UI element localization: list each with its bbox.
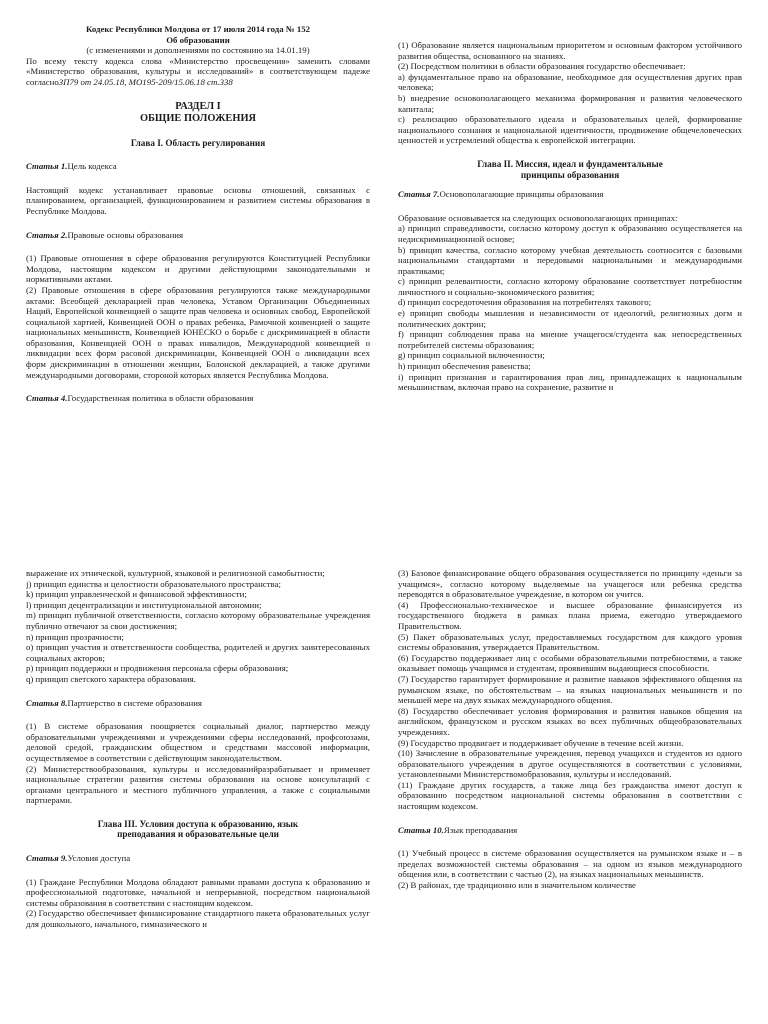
article-10-label: Статья 10. — [398, 824, 444, 835]
article-7-item: p) принцип поддержки и продвижения персонала сферы образования; — [26, 663, 289, 674]
article-9-paragraph-1: (1) Граждане Республики Молдова обладают равными правами доступа к образованию и профессиональной подготовке, начальной и непрерывной, посредством национальной системы образования в соответствии с настоящим кодексом. — [26, 876, 370, 908]
article-7-item: m) принцип публичной ответственности, согласно которому образовательные учреждения публично отвечают за свои достижения; — [26, 610, 370, 631]
article-1-text: Настоящий кодекс устанавливает правовые основы отношений, связанных с планированием, организацией, функционированием и развитием системы образования в Республике Молдова. — [26, 184, 370, 216]
article-7-item: h) принцип обеспечения равенства; — [398, 361, 531, 372]
document-subtitle: Об образовании — [166, 34, 230, 45]
article-7-item: l) принцип децентрализации и институциональной автономии; — [26, 599, 262, 610]
article-7-item: k) принцип управленческой и финансовой эффективности; — [26, 589, 247, 600]
article-7-item: g) принцип социальной включенности; — [398, 350, 545, 361]
replace-note — [26, 56, 370, 88]
article-7-item: a) принцип справедливости, согласно которому доступ к образованию осуществляется на недискриминационной основе; — [398, 223, 742, 244]
section-number: РАЗДЕЛ I — [175, 100, 221, 112]
article-9-paragraph-9: (9) Государство продвигает и поддерживает обучение в течение всей жизни. — [398, 737, 684, 748]
replace-note-ref: ЗП79 от 24.05.18, МО195-209/15.06.18 ст.338 — [58, 76, 233, 87]
column-bottom-right — [398, 568, 742, 1024]
article-7-item: d) принцип сосредоточения образования на потребителях такового; — [398, 297, 652, 308]
article-2-heading — [26, 230, 370, 241]
article-7-item: n) принцип прозрачности; — [26, 631, 124, 642]
chapter-3-heading-line-1: Глава III. Условия доступа к образованию, язык — [97, 818, 299, 829]
article-7-heading — [398, 189, 742, 200]
chapter-2-heading-line-2: принципы образования — [520, 169, 620, 180]
section-title: ОБЩИЕ ПОЛОЖЕНИЯ — [139, 112, 257, 124]
article-7-item: c) принцип релевантности, согласно которому образование соответствует потребностям личностного и социально-экономического развития; — [398, 276, 742, 297]
column-bottom-left — [26, 568, 370, 1024]
article-4-title: Государственная политика в области образования — [67, 393, 254, 404]
article-8-label: Статья 8. — [26, 697, 68, 708]
article-9-paragraph-8: (8) Государство обеспечивает условия формирования и развития навыков общения на английском, французском и русском языках во всех публичных общеобразовательных учреждениях. — [398, 705, 742, 737]
article-1-label: Статья 1. — [26, 161, 68, 172]
article-8-paragraph-1: (1) В системе образования поощряется социальный диалог, партнерство между образовательными учреждениями и учреждениями сферы исследований, профсоюзами, деловой средой, гражданским обществом и средствами массовой информации, осуществляемое в соответствии с действующим законодательством. — [26, 721, 370, 763]
replace-note-text: По всему тексту кодекса слова «Министерство просвещения» заменить словами «Министерство образования, культуры и исследований» в соответствующем падеже согласно — [26, 55, 370, 87]
article-2-paragraph-1: (1) Правовые отношения в сфере образования регулируются Конституцией Республики Молдова, настоящим кодексом и другими действующими законодательными и нормативными актами. — [26, 253, 370, 285]
article-9-paragraph-6: (6) Государство поддерживает лиц с особыми образовательными потребностями, а также оказывает помощь учащимся и студентам, проявившим выдающиеся способности. — [398, 652, 742, 674]
column-top-left — [26, 24, 370, 532]
article-2-title: Правовые основы образования — [67, 229, 184, 240]
article-7-item: e) принцип свободы мышления и независимости от идеологий, религиозных догм и политических доктрин; — [398, 308, 742, 329]
article-10-heading — [398, 825, 742, 836]
article-9-paragraph-5: (5) Пакет образовательных услуг, предоставляемых государством для каждого уровня системы образования, утверждается Правительством. — [398, 631, 742, 653]
amendments-note: (с изменениями и дополнениями по состоянию на 14.01.19) — [86, 45, 310, 56]
article-4-label: Статья 4. — [26, 393, 68, 404]
article-2-paragraph-2: (2) Правовые отношения в сфере образования регулируются также международными актами: Всеобщей декларацией прав человека, Уставом Организации Объединенных Наций, Европейской конвенцией о защите прав человека и основных свобод, Европейской социальной хартией, Конвенцией ООН о правах ребенка, Рамочной конвенцией о защите национальных меньшинств, Конвенцией ЮНЕСКО о борьбе с дискриминацией в области образования, Конвенцией ООН о правах инвалидов, Международной конвенцией о ликвидации всех форм расовой дискриминации, Конвенцией ООН о ликвидации всех форм дискриминации в отношении женщин, Болонской декларацией, а также другими международными договорами, стороной которых является Республика Молдова. — [26, 284, 370, 380]
article-7-item: выражение их этнической, культурной, языковой и религиозной самобытности; — [26, 568, 325, 578]
article-1-heading — [26, 161, 370, 172]
article-7-item: f) принцип соблюдения права на мнение учащегося/студента как непосредственных потребителей системы образования; — [398, 329, 742, 350]
article-7-title: Основополагающие принципы образования — [439, 189, 604, 200]
article-9-heading — [26, 853, 370, 864]
article-10-title: Язык преподавания — [443, 824, 518, 835]
article-10-paragraph-1: (1) Учебный процесс в системе образования осуществляется на румынском языке и – в пределах возможностей системы образования – на одном из языков международного общения или, в соответствии с частью (2), на языках национальных меньшинств. — [398, 848, 742, 880]
article-7-label: Статья 7. — [398, 189, 440, 200]
chapter-1-heading: Глава I. Область регулирования — [130, 137, 266, 148]
article-7-item: j) принцип единства и целостности образовательного пространства; — [26, 578, 281, 589]
article-4-item-b: b) внедрение основополагающего механизма формирования и развития человеческого капитала; — [398, 92, 742, 114]
article-2-label: Статья 2. — [26, 229, 68, 240]
article-7-intro: Образование основывается на следующих основополагающих принципах: — [398, 212, 678, 223]
article-9-paragraph-11: (11) Граждане других государств, а также лица без гражданства имеют доступ к образованию посредством национальной системы образования в соответствии с настоящим кодексом. — [398, 779, 742, 812]
article-9-paragraph-7: (7) Государство гарантирует формирование и развитие навыков эффективного общения на румынском языке, по обстоятельствам – на языках национальных меньшинств и по меньшей мере на двух языках международного общения. — [398, 673, 742, 706]
chapter-2-heading-line-1: Глава II. Миссия, идеал и фундаментальные — [477, 158, 663, 169]
article-8-paragraph-2: (2) Министерствообразования, культуры и исследованийразрабатывает и применяет национальные стратегии развития системы образования на основе консультаций с органами центрального и местного публичного управления, а также с социальными партнерами. — [26, 763, 370, 806]
article-7-item: i) принцип признания и гарантирования прав лиц, принадлежащих к национальным меньшинствам, включая право на сохранение, развитие и — [398, 371, 742, 393]
chapter-3-heading-line-2: преподавания и образовательные цели — [117, 829, 279, 840]
article-9-title: Условия доступа — [67, 853, 131, 864]
article-4-paragraph-1: (1) Образование является национальным приоритетом и основным фактором устойчивого развития общества, основанного на знаниях. — [398, 40, 742, 61]
article-8-heading — [26, 698, 370, 709]
article-4-item-c: c) реализацию образовательного идеала и образовательных целей, формирование национального сознания и национальной идентичности, продвижение общечеловеческих ценностей и устремлений общества к европейской интеграции. — [398, 114, 742, 146]
article-7-item: b) принцип качества, согласно которому учебная деятельность соотносится с базовыми национальными стандартами и передовыми национальными и международными практиками; — [398, 244, 742, 276]
article-9-paragraph-10: (10) Зачисление в образовательные учреждения, перевод учащихся и студентов из одного образовательного учреждения в другое осуществляются в соответствии с условиями, установленными Министерствомобразования, культуры и исследований. — [398, 748, 742, 780]
document-title: Кодекс Республики Молдова от 17 июля 2014 года № 152 — [85, 24, 311, 34]
article-8-title: Партнерство в системе образования — [67, 697, 202, 708]
article-9-paragraph-4: (4) Профессионально-техническое и высшее образование финансируется из государственного бюджета в рамках плана приема, ежегодно утверждаемого Правительством. — [398, 599, 742, 631]
article-9-label: Статья 9. — [26, 853, 68, 864]
article-7-item: o) принцип участия и ответственности сообщества, родителей и других заинтересованных социальных акторов; — [26, 642, 370, 663]
article-4-paragraph-2: (2) Посредством политики в области образования государство обеспечивает: — [398, 61, 686, 72]
article-10-paragraph-2: (2) В районах, где традиционно или в значительном количестве — [398, 880, 636, 891]
article-7-item: q) принцип светского характера образования. — [26, 673, 196, 684]
column-top-right — [398, 40, 742, 548]
article-4-item-a: a) фундаментальное право на образование, необходимое для осуществления других прав человека; — [398, 71, 742, 93]
article-4-heading — [26, 393, 370, 404]
article-9-paragraph-2: (2) Государство обеспечивает финансирование стандартного пакета образовательных услуг для дошкольного, начального, гимназического и — [26, 908, 370, 930]
article-1-title: Цель кодекса — [67, 161, 117, 172]
article-9-paragraph-3: (3) Базовое финансирование общего образования осуществляется по принципу «деньги за учащимся», согласно которому выделяемые на учащегося или ребенка средства переводятся в образовательное учреждение, в котором он учится. — [398, 568, 742, 600]
